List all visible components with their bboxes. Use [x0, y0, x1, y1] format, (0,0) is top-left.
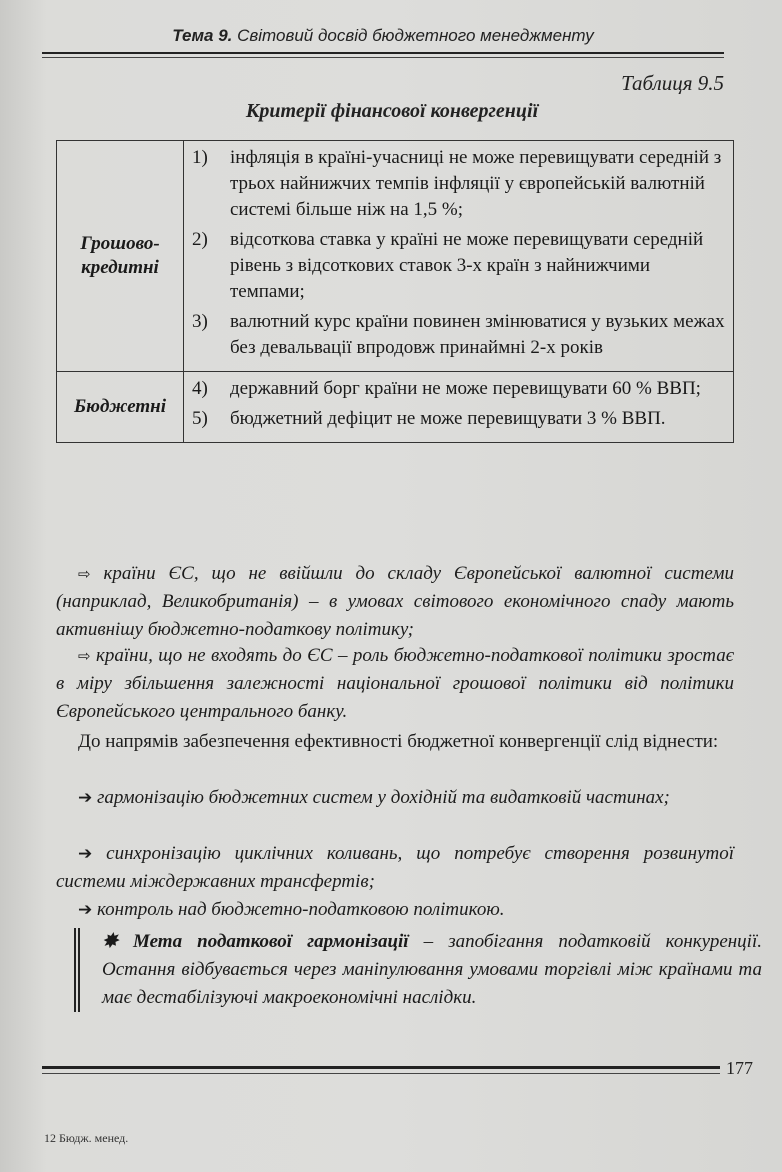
category-label: Грошово-кредитні [80, 233, 160, 278]
note-star-icon: ✸ [102, 931, 118, 952]
criterion-item [192, 406, 725, 432]
bullet-text: гармонізацію бюджетних систем у дохідній та видатковій частинах; [97, 787, 670, 808]
bullet-text: синхронізацію циклічних коливань, що потребує створення розвинутої системи міждержавних трансфертів; [56, 843, 734, 892]
items-cell [184, 141, 734, 372]
table-title: Критерії фінансової конвергенції [245, 100, 539, 122]
category-cell [57, 372, 184, 443]
bold-arrow-icon: ➔ [78, 900, 93, 920]
bold-arrow-icon: ➔ [78, 844, 93, 864]
header-rule [42, 52, 724, 54]
criterion-item [192, 145, 725, 223]
item-text: інфляція в країні-учасниці не може перевищувати середній з трьох найнижчих темпів інфляції у європейській валютній системі більше ніж на 1,5 %; [230, 147, 722, 220]
criterion-item [192, 309, 725, 361]
note-text: – запобігання податковій конкуренції. Остання відбувається через маніпулювання умовами торгівлі між країнами та має дестабілізуючі макроекономічні наслідки. [102, 931, 762, 1008]
table-label: Таблиця 9.5 [621, 71, 724, 95]
item-number: 2) [192, 229, 208, 250]
criterion-item [192, 227, 725, 305]
item-text: валютний курс країни повинен змінюватися у вузьких межах без девальвації впродовж принаймні 2-х років [230, 311, 725, 358]
item-text: відсоткова ставка у країні не може перевищувати середній рівень з відсоткових ставок 3-х країн з найнижчими темпами; [230, 229, 704, 302]
bold-arrow-icon: ➔ [78, 788, 93, 808]
bullet-bold-2 [56, 840, 734, 896]
item-number: 3) [192, 311, 208, 332]
bullet-text: контроль над бюджетно-податковою політикою. [97, 899, 505, 920]
page-number: 177 [726, 1058, 753, 1078]
item-text: бюджетний дефіцит не може перевищувати 3 % ВВП. [230, 408, 666, 429]
category-label: Бюджетні [74, 396, 166, 417]
category-cell [57, 141, 184, 372]
header-topic-title: Світовий досвід бюджетного менеджменту [232, 26, 594, 45]
signature-footnote: 12 Бюдж. менед. [44, 1131, 129, 1145]
note-lead: Мета податкової гармонізації [132, 931, 409, 952]
item-number: 1) [192, 147, 208, 168]
item-text: державний борг країни не може перевищувати 60 % ВВП; [230, 378, 701, 399]
bullet-bold-3 [56, 896, 734, 924]
header-rule-thin [42, 57, 724, 58]
footer-rule-thin [42, 1073, 720, 1074]
item-number: 5) [192, 408, 208, 429]
header-topic-number: Тема 9. [172, 26, 233, 45]
bullet-text: країни ЄС, що не ввійшли до складу Європейської валютної системи (наприклад, Великобританія) – в умовах світового економічного спаду мають активнішу бюджетно-податкову політику; [56, 563, 735, 640]
criteria-table [56, 140, 734, 443]
criterion-item [192, 376, 725, 402]
body-paragraph: До напрямів забезпечення ефективності бюджетної конвергенції слід віднести: [78, 731, 719, 752]
bullet-outline-2 [56, 642, 734, 726]
bullet-outline-1 [56, 560, 734, 644]
bullet-bold-1 [56, 784, 734, 812]
table-row [57, 141, 734, 372]
table-row [57, 372, 734, 443]
footer-rule [42, 1066, 720, 1069]
bullet-text: країни, що не входять до ЄС – роль бюджетно-податкової політики зростає в міру збільшення залежності національної грошової політики від політики Європейського центрального банку. [56, 645, 734, 722]
item-number: 4) [192, 378, 208, 399]
items-cell [184, 372, 734, 443]
running-header [42, 26, 724, 46]
outline-arrow-icon: ⇨ [78, 565, 91, 583]
outline-arrow-icon: ⇨ [78, 647, 91, 665]
highlight-note [74, 928, 762, 1012]
